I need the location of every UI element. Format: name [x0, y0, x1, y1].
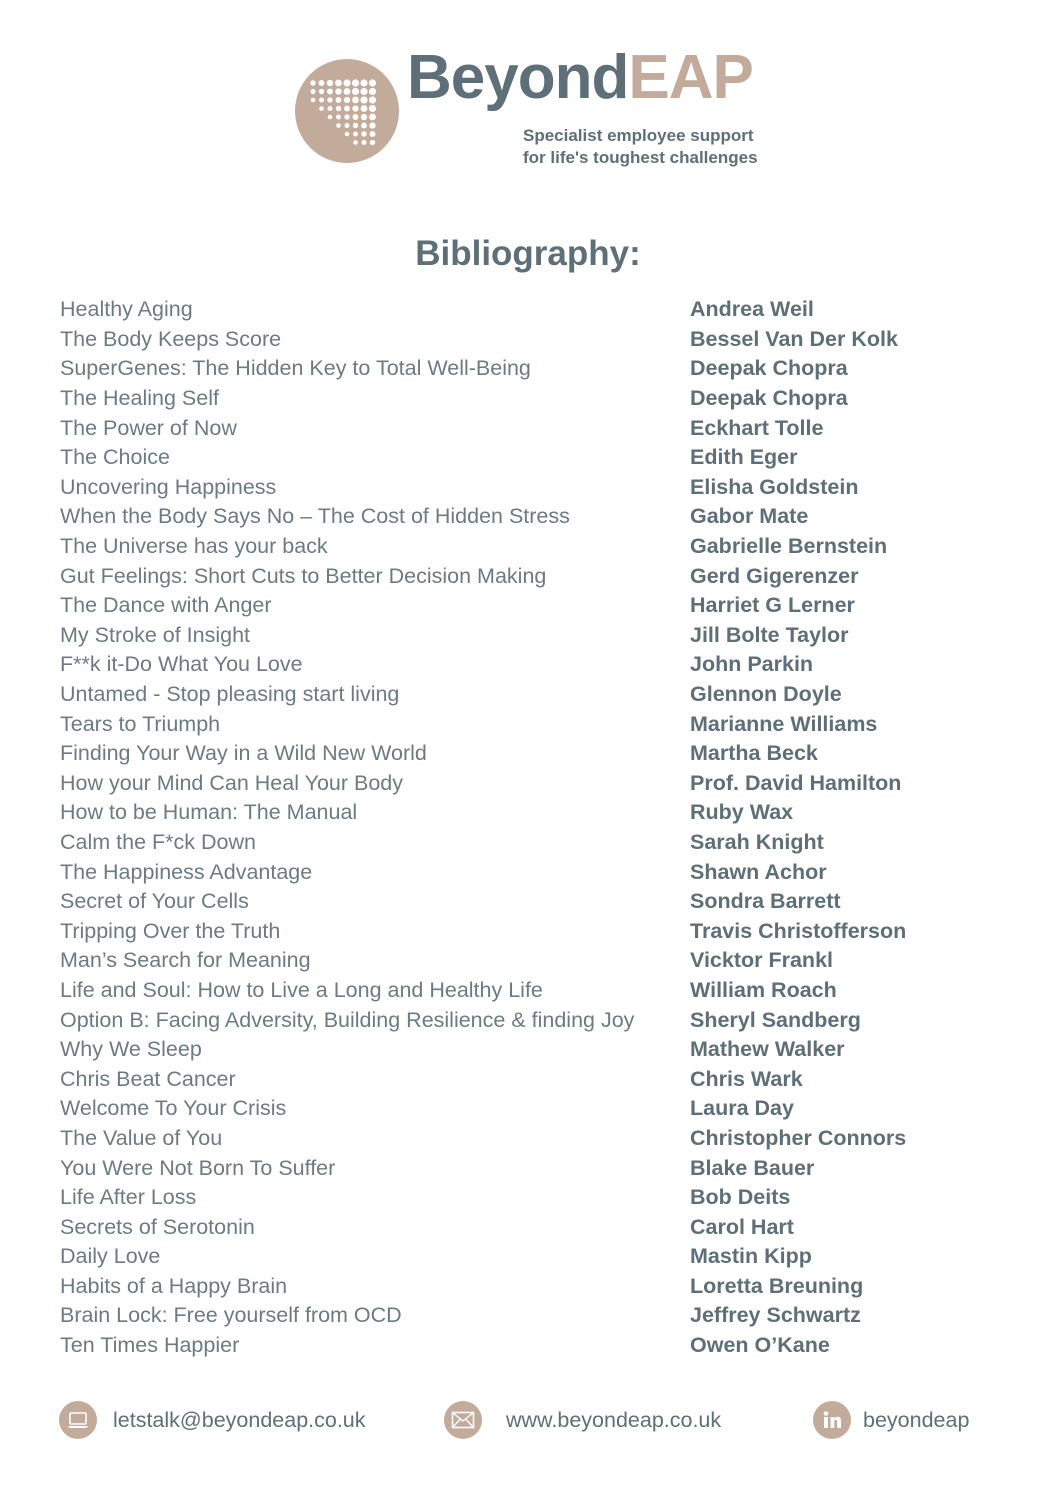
book-row — [60, 591, 980, 621]
linkedin-contact[interactable] — [813, 1398, 969, 1442]
book-row — [60, 502, 980, 532]
book-title: Calm the F*ck Down — [60, 829, 256, 854]
book-row — [60, 1005, 980, 1035]
book-row — [60, 769, 980, 799]
book-row — [60, 295, 980, 325]
book-row — [60, 325, 980, 355]
book-author: Mastin Kipp — [690, 1244, 812, 1269]
book-row — [60, 916, 980, 946]
book-title: Life and Soul: How to Live a Long and Healthy Life — [60, 977, 543, 1002]
email-contact[interactable] — [59, 1398, 366, 1442]
book-author: Sarah Knight — [690, 829, 824, 854]
book-row — [60, 798, 980, 828]
book-row — [60, 443, 980, 473]
book-title: The Value of You — [60, 1125, 223, 1150]
book-row — [60, 1064, 980, 1094]
book-row — [60, 1153, 980, 1183]
book-author: Travis Christofferson — [690, 918, 907, 943]
book-author: Owen O’Kane — [690, 1333, 830, 1358]
book-row — [60, 561, 980, 591]
book-title: My Stroke of Insight — [60, 622, 250, 647]
bibliography-list — [60, 295, 980, 1360]
book-row — [60, 1212, 980, 1242]
book-title: You Were Not Born To Suffer — [60, 1155, 336, 1180]
book-row — [60, 384, 980, 414]
book-author: Deepak Chopra — [690, 386, 848, 411]
book-row — [60, 354, 980, 384]
tagline-line2: for life's toughest challenges — [523, 148, 758, 167]
book-title: Man’s Search for Meaning — [60, 948, 311, 973]
book-author: Bob Deits — [690, 1185, 791, 1210]
book-title: Finding Your Way in a Wild New World — [60, 741, 427, 766]
book-title: The Dance with Anger — [60, 593, 272, 618]
book-author: Vicktor Frankl — [690, 948, 833, 973]
book-title: F**k it-Do What You Love — [60, 652, 303, 677]
book-author: Gabor Mate — [690, 504, 809, 529]
book-title: Secret of Your Cells — [60, 889, 249, 914]
book-row — [60, 1242, 980, 1272]
brand-name — [407, 43, 753, 112]
book-title: Uncovering Happiness — [60, 474, 277, 499]
book-title: Secrets of Serotonin — [60, 1214, 255, 1239]
book-row — [60, 887, 980, 917]
book-author: Sondra Barrett — [690, 889, 841, 914]
book-title: Healthy Aging — [60, 297, 193, 322]
book-row — [60, 709, 980, 739]
book-row — [60, 1301, 980, 1331]
book-title: Ten Times Happier — [60, 1333, 240, 1358]
linkedin-icon — [813, 1401, 851, 1439]
book-author: Harriet G Lerner — [690, 593, 855, 618]
brand-name-part1: Beyond — [407, 43, 629, 112]
book-title: Tripping Over the Truth — [60, 918, 281, 943]
book-author: Christopher Connors — [690, 1125, 907, 1150]
book-author: Laura Day — [690, 1096, 794, 1121]
book-title: Chris Beat Cancer — [60, 1066, 236, 1091]
book-author: Jeffrey Schwartz — [690, 1303, 861, 1328]
book-row — [60, 621, 980, 651]
book-title: The Healing Self — [60, 386, 219, 411]
book-author: Glennon Doyle — [690, 682, 842, 707]
book-title: Daily Love — [60, 1244, 161, 1269]
book-author: Mathew Walker — [690, 1037, 845, 1062]
book-title: Welcome To Your Crisis — [60, 1096, 287, 1121]
book-author: Deepak Chopra — [690, 356, 848, 381]
book-row — [60, 1124, 980, 1154]
book-row — [60, 1272, 980, 1302]
brand-logo — [295, 43, 775, 170]
book-author: Carol Hart — [690, 1214, 794, 1239]
envelope-icon — [444, 1401, 482, 1439]
email-link[interactable]: letstalk@beyondeap.co.uk — [113, 1407, 366, 1432]
book-author: Shawn Achor — [690, 859, 827, 884]
book-author: Chris Wark — [690, 1066, 803, 1091]
book-author: Elisha Goldstein — [690, 474, 859, 499]
book-row — [60, 413, 980, 443]
book-title: Brain Lock: Free yourself from OCD — [60, 1303, 402, 1328]
book-title: SuperGenes: The Hidden Key to Total Well-Being — [60, 356, 531, 381]
brand-tagline — [523, 125, 758, 169]
book-title: The Choice — [60, 445, 170, 470]
book-title: How to be Human: The Manual — [60, 800, 358, 825]
book-author: Andrea Weil — [690, 297, 814, 322]
book-title: The Body Keeps Score — [60, 326, 282, 351]
book-title: The Universe has your back — [60, 534, 328, 559]
book-title: Tears to Triumph — [60, 711, 221, 736]
book-row — [60, 532, 980, 562]
book-author: Marianne Williams — [690, 711, 878, 736]
book-row — [60, 680, 980, 710]
book-author: Edith Eger — [690, 445, 798, 470]
tagline-line1: Specialist employee support — [523, 126, 754, 145]
book-row — [60, 828, 980, 858]
book-author: Sheryl Sandberg — [690, 1007, 861, 1032]
book-title: When the Body Says No – The Cost of Hidden Stress — [60, 504, 570, 529]
laptop-icon — [59, 1401, 97, 1439]
book-author: Jill Bolte Taylor — [690, 622, 849, 647]
book-author: Prof. David Hamilton — [690, 770, 902, 795]
book-title: The Happiness Advantage — [60, 859, 313, 884]
book-row — [60, 473, 980, 503]
book-author: William Roach — [690, 977, 837, 1002]
book-author: Gerd Gigerenzer — [690, 563, 859, 588]
book-title: Why We Sleep — [60, 1037, 202, 1062]
brand-name-part2: EAP — [628, 43, 753, 112]
book-row — [60, 976, 980, 1006]
book-row — [60, 946, 980, 976]
contact-footer — [0, 1398, 1056, 1442]
website-link[interactable]: www.beyondeap.co.uk — [506, 1407, 722, 1432]
book-row — [60, 1331, 980, 1361]
book-title: Gut Feelings: Short Cuts to Better Decision Making — [60, 563, 547, 588]
book-row — [60, 739, 980, 769]
book-title: Untamed - Stop pleasing start living — [60, 682, 400, 707]
book-author: Blake Bauer — [690, 1155, 815, 1180]
book-title: How your Mind Can Heal Your Body — [60, 770, 403, 795]
book-author: Martha Beck — [690, 741, 818, 766]
book-author: Ruby Wax — [690, 800, 794, 825]
book-author: Loretta Breuning — [690, 1273, 864, 1298]
book-row — [60, 857, 980, 887]
book-row — [60, 1094, 980, 1124]
logo-arrow-icon — [295, 59, 399, 163]
book-title: Option B: Facing Adversity, Building Resilience & finding Joy — [60, 1007, 635, 1032]
book-title: Life After Loss — [60, 1185, 197, 1210]
book-author: Bessel Van Der Kolk — [690, 326, 898, 351]
book-author: Eckhart Tolle — [690, 415, 824, 440]
book-row — [60, 1183, 980, 1213]
book-author: Gabrielle Bernstein — [690, 534, 888, 559]
book-row — [60, 1035, 980, 1065]
book-title: Habits of a Happy Brain — [60, 1273, 288, 1298]
book-author: John Parkin — [690, 652, 814, 677]
website-contact[interactable] — [444, 1398, 721, 1442]
book-row — [60, 650, 980, 680]
book-title: The Power of Now — [60, 415, 237, 440]
page-title: Bibliography: — [415, 234, 641, 273]
linkedin-link[interactable]: beyondeap — [863, 1407, 970, 1432]
